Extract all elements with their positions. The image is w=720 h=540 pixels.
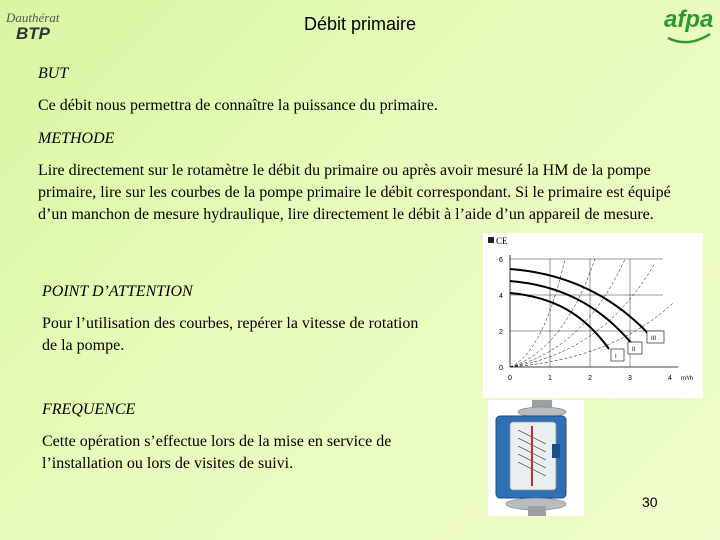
y-tick-label: 6 [499, 257, 503, 264]
speed-box-iii [647, 331, 664, 343]
x-unit-label: m³/h [681, 376, 693, 382]
y-tick-label: 4 [499, 293, 503, 300]
speed-box-ii [628, 342, 642, 354]
pump-curve-svg [483, 233, 703, 398]
rotameter-illustration [488, 400, 584, 516]
y-tick-label: 2 [499, 329, 503, 336]
afpa-swoosh-icon [662, 4, 714, 50]
frequence-text: Cette opération s’effectue lors de la mise en service de l’installation ou lors de visites de suivi. [42, 433, 392, 472]
but-text: Ce débit nous permettra de connaître la puissance du primaire. [38, 97, 438, 114]
methode-text: Lire directement sur le rotamètre le débit du primaire ou après avoir mesuré la HM de la pompe primaire, lire sur les courbes de la pompe primaire le débit correspondant. Si le primaire est équipé d’un manchon de mesure hydraulique, lire directement le débit à l’aide d’un appareil de mesure. [38, 162, 671, 223]
rotameter-photo [488, 400, 584, 516]
afpa-logo [662, 4, 714, 50]
page-number: 30 [642, 494, 658, 510]
x-tick-label: 0 [508, 375, 512, 382]
page-title: Débit primaire [303, 14, 417, 34]
y-tick-label: 0 [499, 365, 503, 372]
btp-logo-main: BTP [16, 24, 50, 43]
frequence-label: FREQUENCE [42, 401, 136, 418]
svg-text:I: I [615, 354, 617, 360]
methode-label: METHODE [38, 130, 115, 147]
btp-logo-top: Dauthérat [6, 10, 60, 25]
x-tick-label: 4 [668, 375, 672, 382]
but-label: BUT [38, 65, 69, 82]
slide-header [0, 0, 720, 52]
attention-label: POINT D’ATTENTION [42, 283, 193, 300]
x-tick-label: 2 [588, 375, 592, 382]
chart-header-label: CE [496, 236, 508, 246]
svg-text:III: III [651, 336, 657, 342]
afpa-logo-text: afpa [664, 6, 714, 33]
speed-box-i [611, 349, 624, 361]
system-curves [510, 259, 673, 367]
x-tick-label: 3 [628, 375, 632, 382]
pump-curve-chart [483, 233, 703, 398]
svg-text:II: II [632, 347, 636, 353]
attention-text: Pour l’utilisation des courbes, repérer la vitesse de rotation de la pompe. [42, 315, 419, 354]
chart-header-square [488, 237, 494, 243]
pump-speed-curves [510, 269, 655, 349]
x-tick-label: 1 [548, 375, 552, 382]
